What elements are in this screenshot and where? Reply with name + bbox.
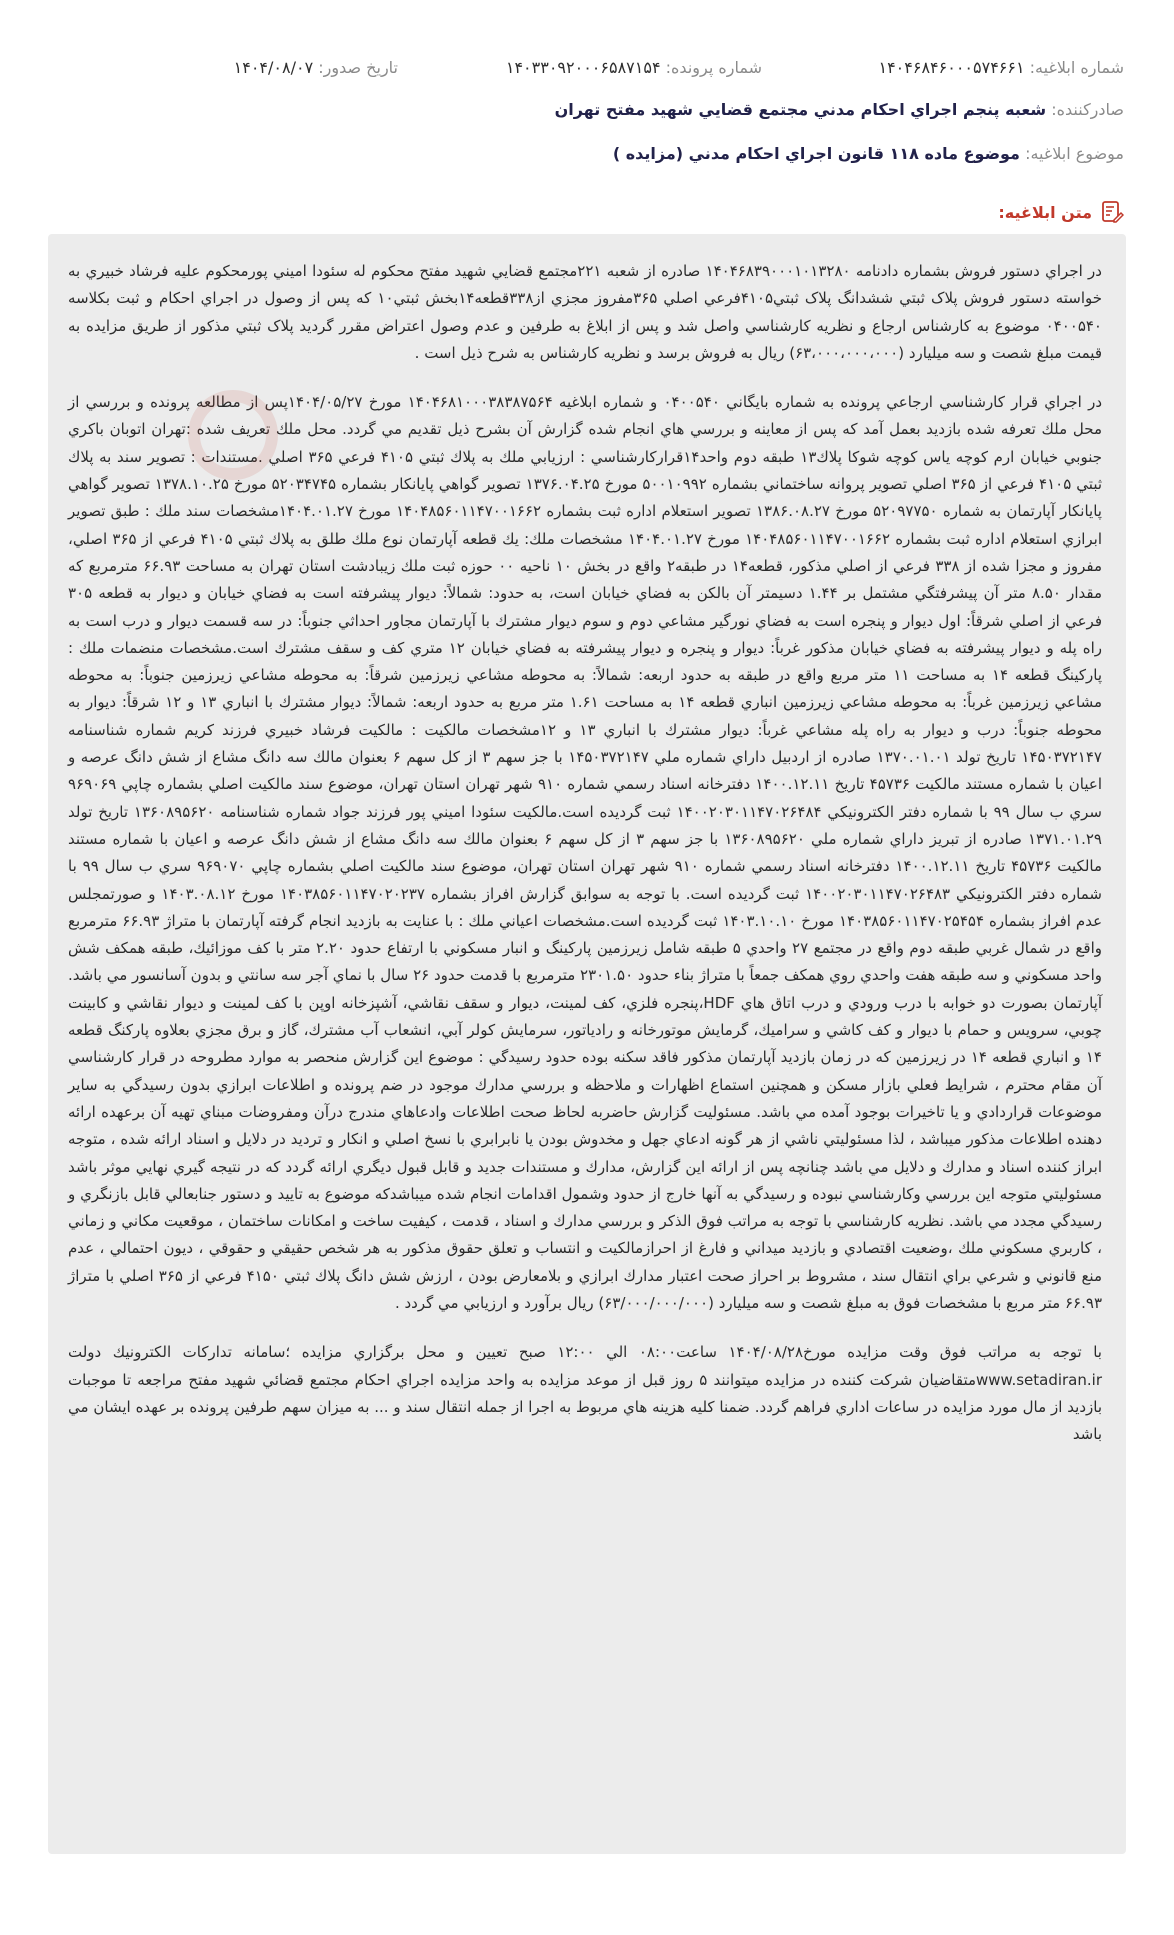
notice-paragraph-3: با توجه به مراتب فوق وقت مزايده مورخ۱۴۰۴/۰۸/۲۸ ساعت۰۸:۰۰ الي ۱۲:۰۰ صبح تعيين و محل برگزاري مزايده ؛سامانه تداركات الكترونيك دولت www.setadiran.irمتقاضيان شركت كننده در مزايده ميتوانند ۵ روز قبل از موعد مزايده به واحد مزايده اجراي احكام مجتمع قضائي شهيد مفتح مراجعه تا موجبات بازديد از مال مورد مزايده در ساعات اداري فراهم گردد. ضمنا كليه هزينه هاي مربوط به اجرا از جمله انتقال سند و ... به ميزان سهم طرفين پرونده بر عهده ايشان مي باشد bbox=[68, 1343, 1102, 1444]
notice-paragraph-2: در اجراي قرار کارشناسي ارجاعي پرونده به شماره بايگاني ۰۴۰۰۵۴۰ و شماره ابلاغيه ۱۴۰۴۶۸۱۰۰۰۳۸۳۸۷۵۶۴ مورخ ۱۴۰۴/۰۵/۲۷پس از مطالعه پرونده و بررسي از محل ملك تعرفه شده بازديد بعمل آمد كه پس از معاينه و بررسي هاي انجام شده گزارش آن بشرح ذيل تقديم مي گردد. محل ملك تعريف شده :تهران اتوبان باكري جنوبي خيابان ارم كوچه ياس كوچه شوكا پلاك۱۳ طبقه دوم واحد۱۴قرارکارشناسي : ارزيابي ملك به پلاك ثبتي ۴۱۰۵ فرعي ۳۶۵ اصلي .مستندات : تصوير سند به پلاك ثبتي ۴۱۰۵ فرعي از ۳۶۵ اصلي تصوير پروانه ساختماني بشماره ۵۰۰۱۰۹۹۲ مورخ ۱۳۷۶.۰۴.۲۵ تصوير گواهي پايانكار بشماره ۵۲۰۳۴۷۴۵ مورخ ۱۳۷۸.۱۰.۲۵ تصوير گواهي پايانكار آپارتمان به شماره ۵۲۰۹۷۷۵۰ مورخ ۱۳۸۶.۰۸.۲۷ تصوير استعلام اداره ثبت بشماره ۱۴۰۴۸۵۶۰۱۱۴۷۰۰۱۶۶۲ مورخ ۱۴۰۴.۰۱.۲۷مشخصات سند ملك : طبق تصوير ابرازي استعلام اداره ثبت بشماره ۱۴۰۴۸۵۶۰۱۱۴۷۰۰۱۶۶۲ مورخ ۱۴۰۴.۰۱.۲۷ مشخصات ملك: يك قطعه آپارتمان نوع ملك طلق به پلاك ثبتي ۴۱۰۵ فرعي از ۳۶۵ اصلي، مفروز و مجزا شده از ۳۳۸ فرعي از اصلي مذكور، قطعه۱۴ در طبقه۲ واقع در بخش ۱۰ ناحيه ۰۰ حوزه ثبت ملك زيبادشت استان تهران به مساحت ۶۶.۹۳ مترمربع كه مقدار ۸.۵۰ متر آن پيشرفتگي مشتمل بر ۱.۴۴ دسيمتر آن بالكن به فضاي خيابان است، به حدود: شمالاً: ديوار پيشرفته است به فضاي خيابان و ديوار به قطعه ۳۰۵ فرعي از اصلي شرقاً: اول ديوار و پنجره است به فضاي نورگير مشاعي دوم و سوم ديوار مشترك با آپارتمان مجاور احداثي جنوباً: در سه قسمت ديوار و درب است به راه پله و ديوار پيشرفته به فضاي خيابان مذكور غرباً: ديوار و پنجره و ديوار پيشرفته به فضاي خيابان ۱۲ متري كف و سقف مشترك است.مشخصات منضمات ملك : پاركينگ قطعه ۱۴ به مساحت ۱۱ متر مربع واقع در طبقه به حدود اربعه: شمالاً: به محوطه مشاعي زيرزمين شرقاً: به محوطه مشاعي زيرزمين جنوباً: به محوطه مشاعي زيرزمين غرباً: به محوطه مشاعي زيرزمين انباري قطعه ۱۴ به مساحت ۱.۶۱ متر مربع به حدود اربعه: شمالاً: ديوار مشترك با انباري ۱۳ و ۱۲ شرقاً: ديوار به محوطه جنوباً: درب و ديوار به راه پله مشاعي غرباً: ديوار مشترك با انباري ۱۳ و ۱۲مشخصات مالكيت : مالكيت فرشاد خبيري فرزند كريم شماره شناسنامه ۱۴۵۰۳۷۲۱۴۷ تاريخ تولد ۱۳۷۰.۰۱.۰۱ صادره از اردبيل داراي شماره ملي ۱۴۵۰۳۷۲۱۴۷ با جز سهم ۳ از كل سهم ۶ بعنوان مالك سه دانگ مشاع از شش دانگ عرصه و اعيان با شماره مستند مالكيت ۴۵۷۳۶ تاريخ ۱۴۰۰.۱۲.۱۱ دفترخانه اسناد رسمي شماره ۹۱۰ شهر تهران استان تهران، موضوع سند مالكيت اصلي بشماره چاپي ۹۶۹۰۶۹ سري ب سال ۹۹ با شماره دفتر الكترونيكي ۱۴۰۰۲۰۳۰۱۱۴۷۰۲۶۴۸۴ ثبت گرديده است.مالكيت سئودا اميني پور فرزند جواد شماره شناسنامه ۱۳۶۰۸۹۵۶۲۰ تاريخ تولد ۱۳۷۱.۰۱.۲۹ صادره از تبريز داراي شماره ملي ۱۳۶۰۸۹۵۶۲۰ با جز سهم ۳ از كل سهم ۶ بعنوان مالك سه دانگ مشاع از شش دانگ عرصه و اعيان با شماره مستند مالكيت ۴۵۷۳۶ تاريخ ۱۴۰۰.۱۲.۱۱ دفترخانه اسناد رسمي شماره ۹۱۰ شهر تهران استان تهران، موضوع سند مالكيت اصلي بشماره چاپي ۹۶۹۰۷۰ سري ب سال ۹۹ با شماره دفتر الكترونيكي ۱۴۰۰۲۰۳۰۱۱۴۷۰۲۶۴۸۳ ثبت گرديده است. با توجه به سوابق گزارش افراز بشماره ۱۴۰۳۸۵۶۰۱۱۴۷۰۲۰۲۳۷ مورخ ۱۴۰۳.۰۸.۱۲ و صورتمجلس عدم افراز بشماره ۱۴۰۳۸۵۶۰۱۱۴۷۰۲۵۴۵۴ مورخ ۱۴۰۳.۱۰.۱۰ ثبت گرديده است.مشخصات اعياني ملك : با عنايت به بازديد انجام گرفته آپارتمان با متراژ ۶۶.۹۳ مترمربع واقع در شمال غربي طبقه دوم واقع در مجتمع ۲۷ واحدي ۵ طبقه شامل زيرزمين پاركينگ و انبار مسكوني با ارتفاع حدود ۲.۲۰ متر با كف موزائيك، طبقه همكف شش واحد مسكوني و سه طبقه هفت واحدي روي همكف جمعاً با متراژ بناء حدود ۲۳۰۱.۵۰ مترمربع با قدمت حدود ۲۶ سال با نماي آجر سه سانتي و بدون آسانسور مي باشد. آپارتمان بصورت دو خوابه با درب ورودي و درب اتاق هاي HDF،پنجره فلزي، كف لمينت، ديوار و سقف نقاشي، آشپزخانه اوپن با كف لمينت و ديوار نقاشي و كابينت چوبي، سرويس و حمام با ديوار و كف كاشي و سراميك، گرمايش موتورخانه و رادياتور، سرمايش كولر آبي، انشعاب آب مشترك، گاز و برق مجزي بعلاوه پاركنگ قطعه ۱۴ و انباري قطعه ۱۴ در زيرزمين كه در زمان بازديد آپارتمان مذكور فاقد سكنه بوده حدود رسيدگي : موضوع اين گزارش منحصر به موارد مطروحه در قرار كارشناسي آن مقام محترم ، شرايط فعلي بازار مسكن و همچنين استماع اظهارات و ملاحظه و بررسي مدارك موجود در ضم پرونده و اطلاعات ابرازي بدون رسيدگي به ساير موضوعات قراردادي و يا تاخيرات بوجود آمده مي باشد. مسئوليت گزارش حاضربه لحاظ صحت اطلاعات وادعاهاي مندرج درآن ومفروضات مبناي تهيه آن برعهده ارائه دهنده اطلاعات مذكور ميباشد ، لذا مسئوليتي ناشي از هر گونه ادعاي جهل و مخدوش بودن يا نابرابري با نسخ اصلي و انكار و ترديد در دلايل و اسناد ارائه شده ، متوجه ابراز كننده اسناد و مدارك و دلايل مي باشد چنانچه پس از ارائه اين گزارش، مدارك و مستندات جديد و قابل قبول ديگري ارائه گردد كه در نتيجه گيري نهايي موثر باشد مسئوليتي متوجه اين بررسي وكارشناسي نبوده و رسيدگي به آنها خارج از حدود وشمول اقدامات انجام شده ميباشدكه موضوع به تاييد و دستور جنابعالي قابل بازنگري و رسيدگي مجدد مي باشد. نظريه كارشناسي با توجه به مراتب فوق الذكر و بررسي مدارك و اسناد ، قدمت ، كيفيت ساخت و امكانات ساختمان ، موقعيت مكاني و زماني ، كاربري مسكوني ملك ،وضعيت اقتصادي و بازديد ميداني و فارغ از احرازمالكيت و انتساب و تعلق حقوق مذكور به هر شخص حقيقي و حقوقي ، ديون احتمالي ، عدم منع قانوني و شرعي براي انتقال سند ، مشروط بر احراز صحت اعتبار مدارك ابرازي و بلامعارض بودن ، ارزش شش دانگ پلاك ثبتي ۴۱۵۰ فرعي از ۳۶۵ اصلي با متراژ ۶۶.۹۳ متر مربع با مشخصات فوق به مبلغ شصت و سه ميليارد (۶۳/۰۰۰/۰۰۰/۰۰۰) ريال برآورد و ارزيابي مي گردد . bbox=[68, 393, 1103, 1312]
issuer-value: شعبه پنجم اجراي احکام مدني مجتمع قضايي شهيد مفتح تهران bbox=[554, 100, 1047, 119]
notice-number-value: ۱۴۰۴۶۸۴۶۰۰۰۵۷۴۶۶۱ bbox=[878, 58, 1025, 77]
subject-label: موضوع ابلاغیه: bbox=[1025, 144, 1124, 163]
notice-body bbox=[48, 234, 1126, 1854]
case-number-value: ۱۴۰۳۳۰۹۲۰۰۰۶۵۸۷۱۵۴ bbox=[505, 58, 661, 77]
issuer-label: صادرکننده: bbox=[1051, 100, 1124, 119]
notice-text-heading-label: متن ابلاغیه: bbox=[998, 202, 1092, 222]
notice-text-heading bbox=[998, 198, 1124, 226]
subject-line bbox=[50, 144, 1124, 163]
issue-date-value: ۱۴۰۴/۰۸/۰۷ bbox=[233, 58, 314, 77]
issuer-line bbox=[50, 100, 1124, 119]
case-number bbox=[506, 58, 762, 77]
notice-number-label: شماره ابلاغیه: bbox=[1029, 58, 1124, 77]
subject-value: موضوع ماده ۱۱۸ قانون اجراي احکام مدني (مزايده ) bbox=[612, 144, 1020, 163]
issue-date bbox=[234, 58, 398, 77]
document-edit-icon bbox=[1100, 200, 1124, 224]
meta-row bbox=[0, 58, 1174, 88]
notice-paragraph-1: در اجراي دستور فروش بشماره دادنامه ۱۴۰۴۶۸۳۹۰۰۰۱۰۱۳۲۸۰ صادره از شعبه ۲۲۱مجتمع قضايي شهيد مفتح محکوم له سئودا اميني پورمحکوم عليه فرشاد خبيري به خواسته دستور فروش پلاک ثبتي ششدانگ پلاک ثبتي۴۱۰۵فرعي اصلي ۳۶۵مفروز مجزي از۳۳۸قطعه۱۴بخش ثبتي۱۰ که پس از وصول در اجراي احکام و ثبت بکلاسه ۰۴۰۰۵۴۰ موضوع به کارشناس ارجاع و نظريه کارشناسي واصل شد و پس از ابلاغ به طرفين و عدم وصول اعتراض مقرر گرديد پلاک ثبتي مذکور از طريق مزايده به قيمت مبلغ شصت و سه ميليارد (۶۳،۰۰۰،۰۰۰،۰۰۰) ريال به فروش برسد و نظريه کارشناس به شرح ذيل است . bbox=[68, 262, 1103, 362]
case-number-label: شماره پرونده: bbox=[665, 58, 762, 77]
issue-date-label: تاریخ صدور: bbox=[318, 58, 398, 77]
notice-number bbox=[878, 58, 1124, 77]
